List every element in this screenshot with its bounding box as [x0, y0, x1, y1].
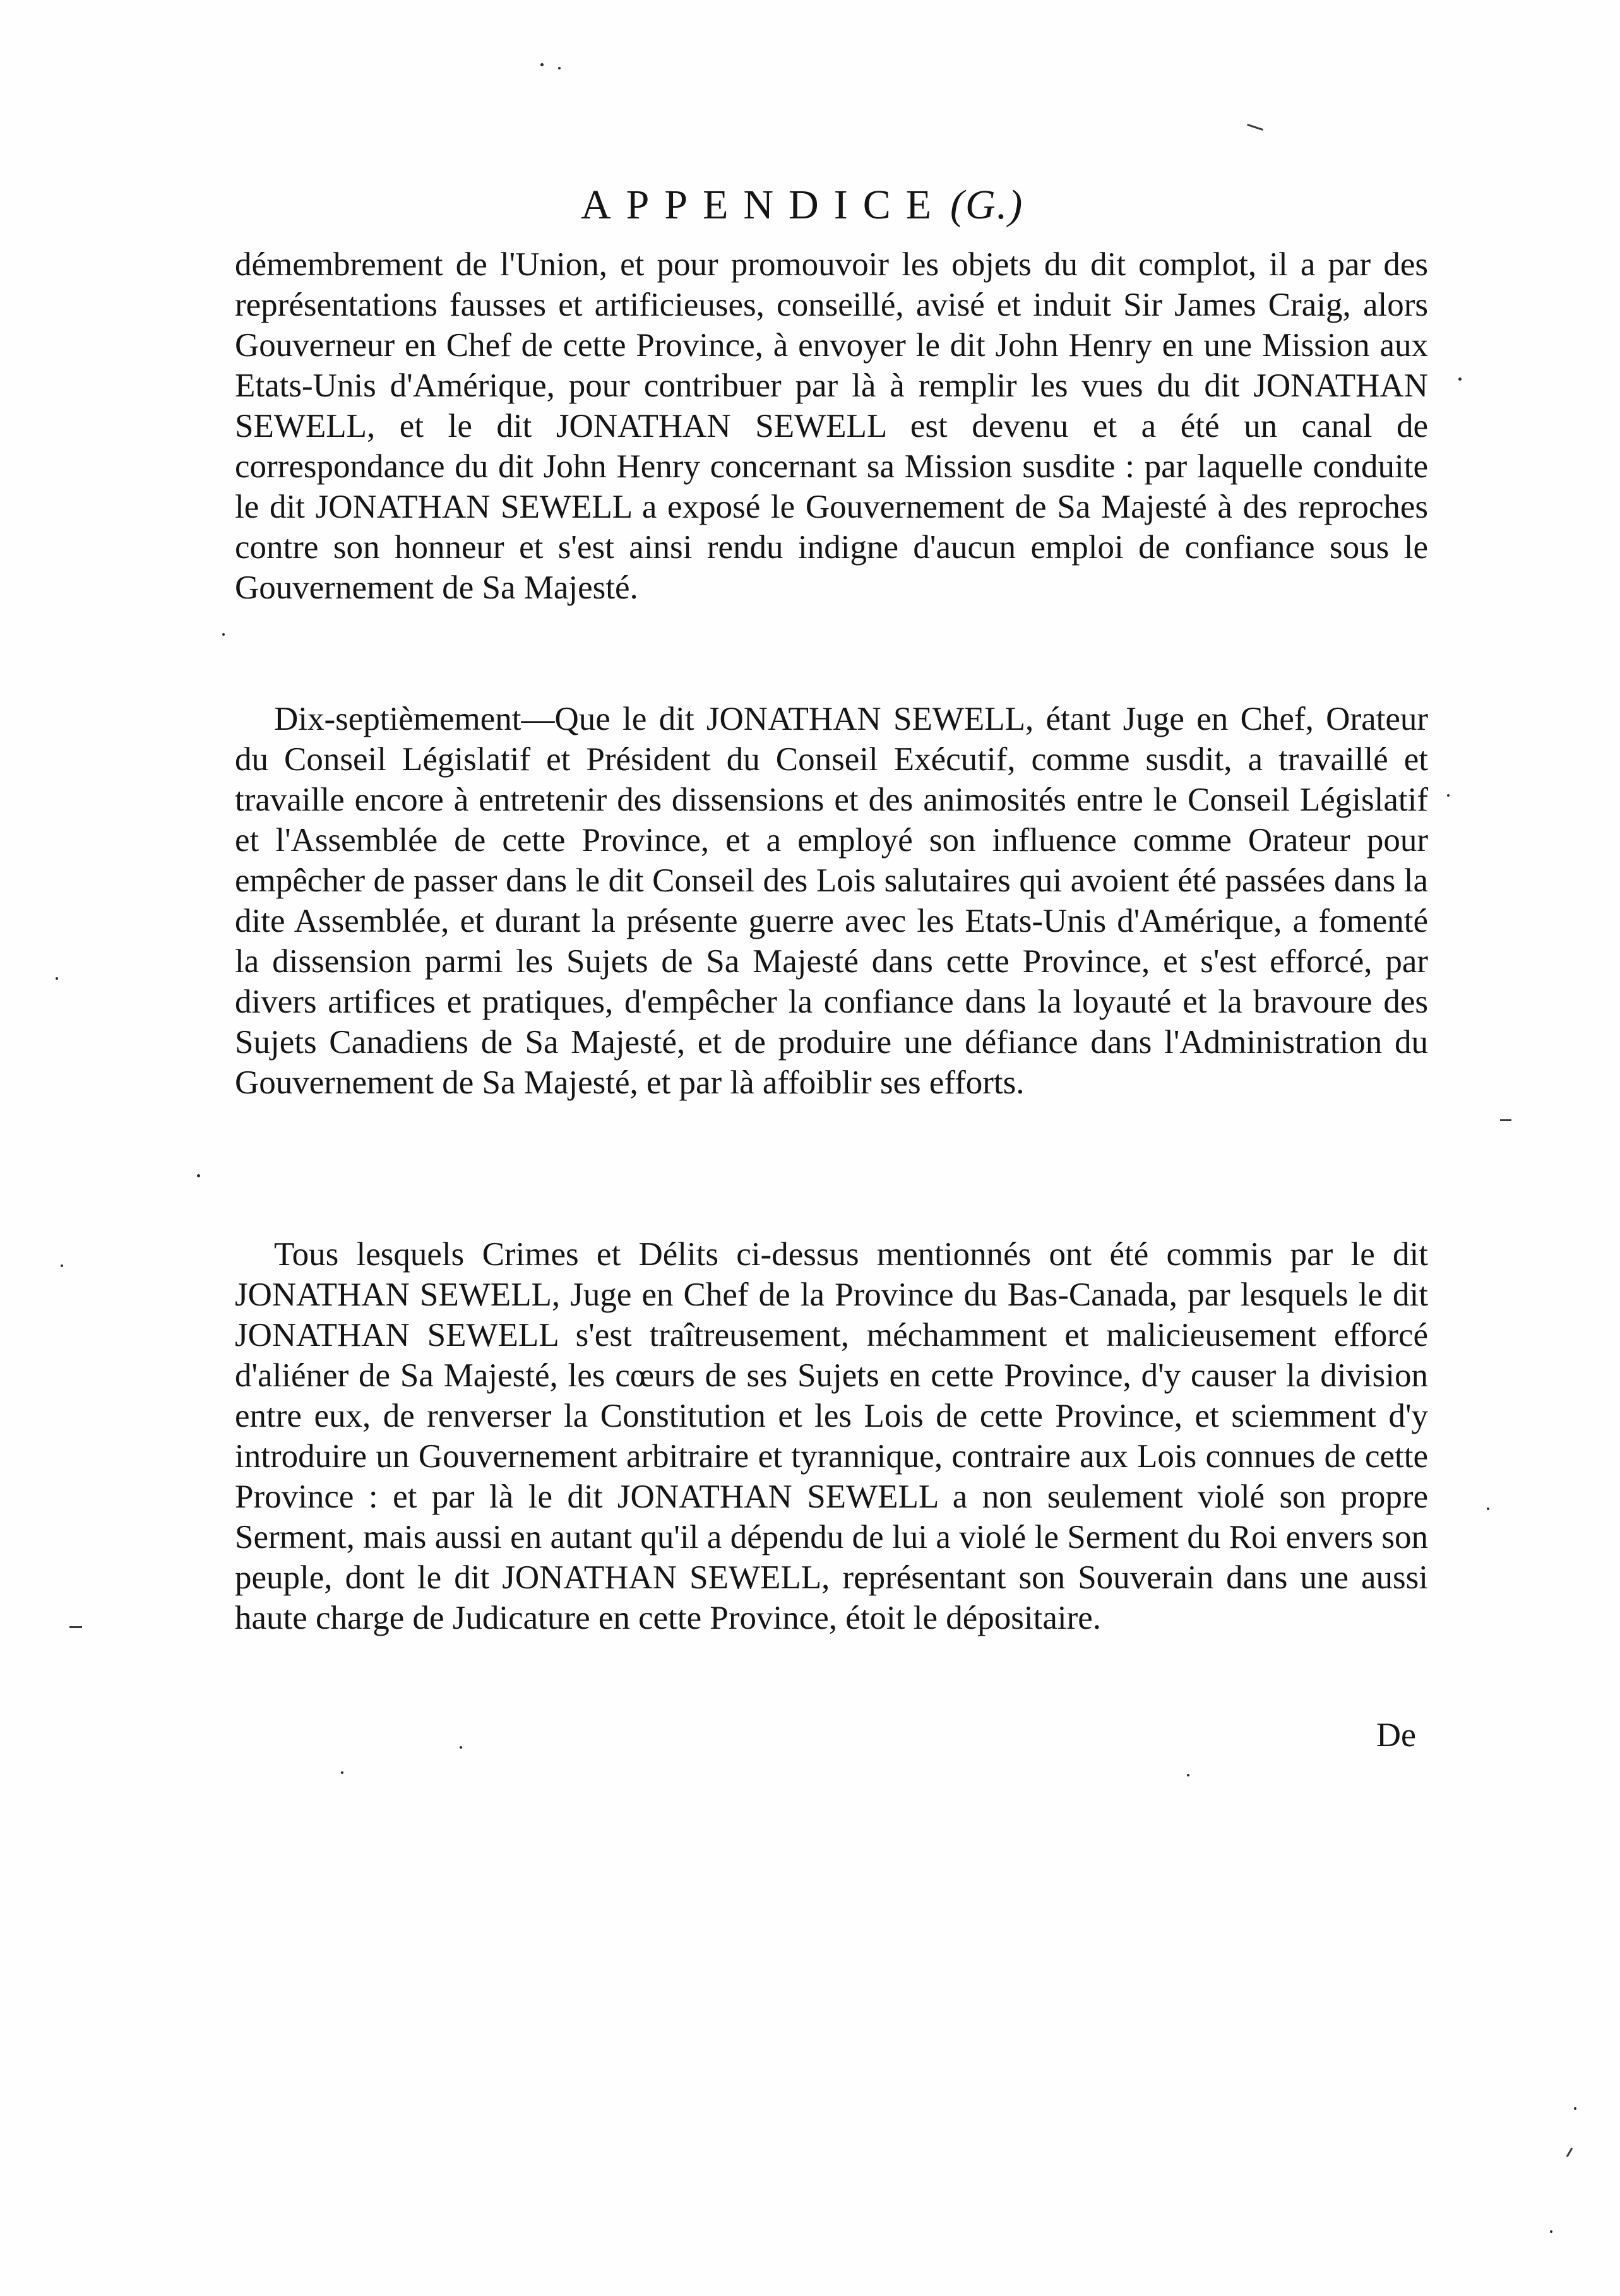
- scan-speck: [540, 63, 544, 66]
- catchword: De: [1376, 1716, 1416, 1754]
- scan-mark: [1500, 1119, 1511, 1121]
- scan-speck: [61, 1264, 63, 1267]
- paragraph-text: Tous lesquels Crimes et Délits ci-dessus mentionnés ont été commis par le dit JONATHAN SEWELL, Juge en Chef de la Province du Bas-Canada, par lesquels le dit JONATHAN SEWELL s'est traîtreusement, méchamment et malicieusement efforcé d'aliéner de Sa Majesté, les cœurs de ses Sujets en cette Province, d'y causer la division entre eux, de renverser la Constitution et les Lois de cette Province, et sciemment d'y introduire un Gouvernement arbitraire et tyrannique, contraire aux Lois connues de cette Province : et par là le dit JONATHAN SEWELL a non seulement violé son propre Serment, mais aussi en autant qu'il a dépendu de lui a violé le Serment du Roi envers son peuple, dont le dit JONATHAN SEWELL, représentant son Souverain dans une aussi haute charge de Judicature en cette Province, étoit le dépositaire.: [235, 1236, 1428, 1636]
- scan-speck: [222, 633, 225, 636]
- scan-speck: [1447, 794, 1450, 797]
- scan-mark: [1247, 124, 1263, 131]
- scan-speck: [1458, 378, 1462, 381]
- scan-speck: [56, 977, 58, 980]
- paragraph-seventeenth-article: [235, 699, 1428, 1103]
- page-header: [581, 170, 1212, 240]
- paragraph-conclusion: [235, 1234, 1428, 1638]
- header-appendix-letter: (G.): [950, 182, 1024, 228]
- paragraph-text: Dix-septièmement—Que le dit JONATHAN SEWELL, étant Juge en Chef, Orateur du Conseil Législatif et Président du Conseil Exécutif, comme susdit, a travaillé et travaille encore à entretenir des dissensions et des animosités entre le Conseil Législatif et l'Assemblée de cette Province, et a employé son influence comme Orateur pour empêcher de passer dans le dit Conseil des Lois salutaires qui avoient été passées dans la dite Assemblée, et durant la présente guerre avec les Etats-Unis d'Amérique, a fomenté la dissension parmi les Sujets de Sa Majesté dans cette Province, et s'est efforcé, par divers artifices et pratiques, d'empêcher la confiance dans la loyauté et la bravoure des Sujets Canadiens de Sa Majesté, et de produire une défiance dans l'Administration du Gouvernement de Sa Majesté, et par là affoiblir ses efforts.: [235, 701, 1428, 1101]
- scan-mark: [69, 1626, 82, 1628]
- scan-speck: [197, 1174, 200, 1177]
- paragraph-continuation: [235, 244, 1428, 608]
- paragraph-text: démembrement de l'Union, et pour promouvoir les objets du dit complot, il a par des représentations fausses et artificieuses, conseillé, avisé et induit Sir James Craig, alors Gouverneur en Chef de cette Province, à envoyer le dit John Henry en une Mission aux Etats-Unis d'Amérique, pour contribuer par là à remplir les vues du dit JONATHAN SEWELL, et le dit JONATHAN SEWELL est devenu et a été un canal de correspondance du dit John Henry concernant sa Mission susdite : par laquelle conduite le dit JONATHAN SEWELL a exposé le Gouvernement de Sa Majesté à des reproches contre son honneur et s'est ainsi rendu indigne d'aucun emploi de confiance sous le Gouvernement de Sa Majesté.: [235, 246, 1428, 606]
- scan-speck: [341, 1771, 343, 1774]
- header-title: APPENDICE: [581, 182, 947, 228]
- scan-speck: [1187, 1774, 1189, 1776]
- scan-speck: [1574, 2107, 1576, 2110]
- scan-speck: [460, 1746, 462, 1749]
- scan-mark: [1566, 2148, 1573, 2157]
- scan-speck: [558, 67, 561, 69]
- scan-speck: [1550, 2230, 1552, 2233]
- scan-speck: [1487, 1508, 1489, 1510]
